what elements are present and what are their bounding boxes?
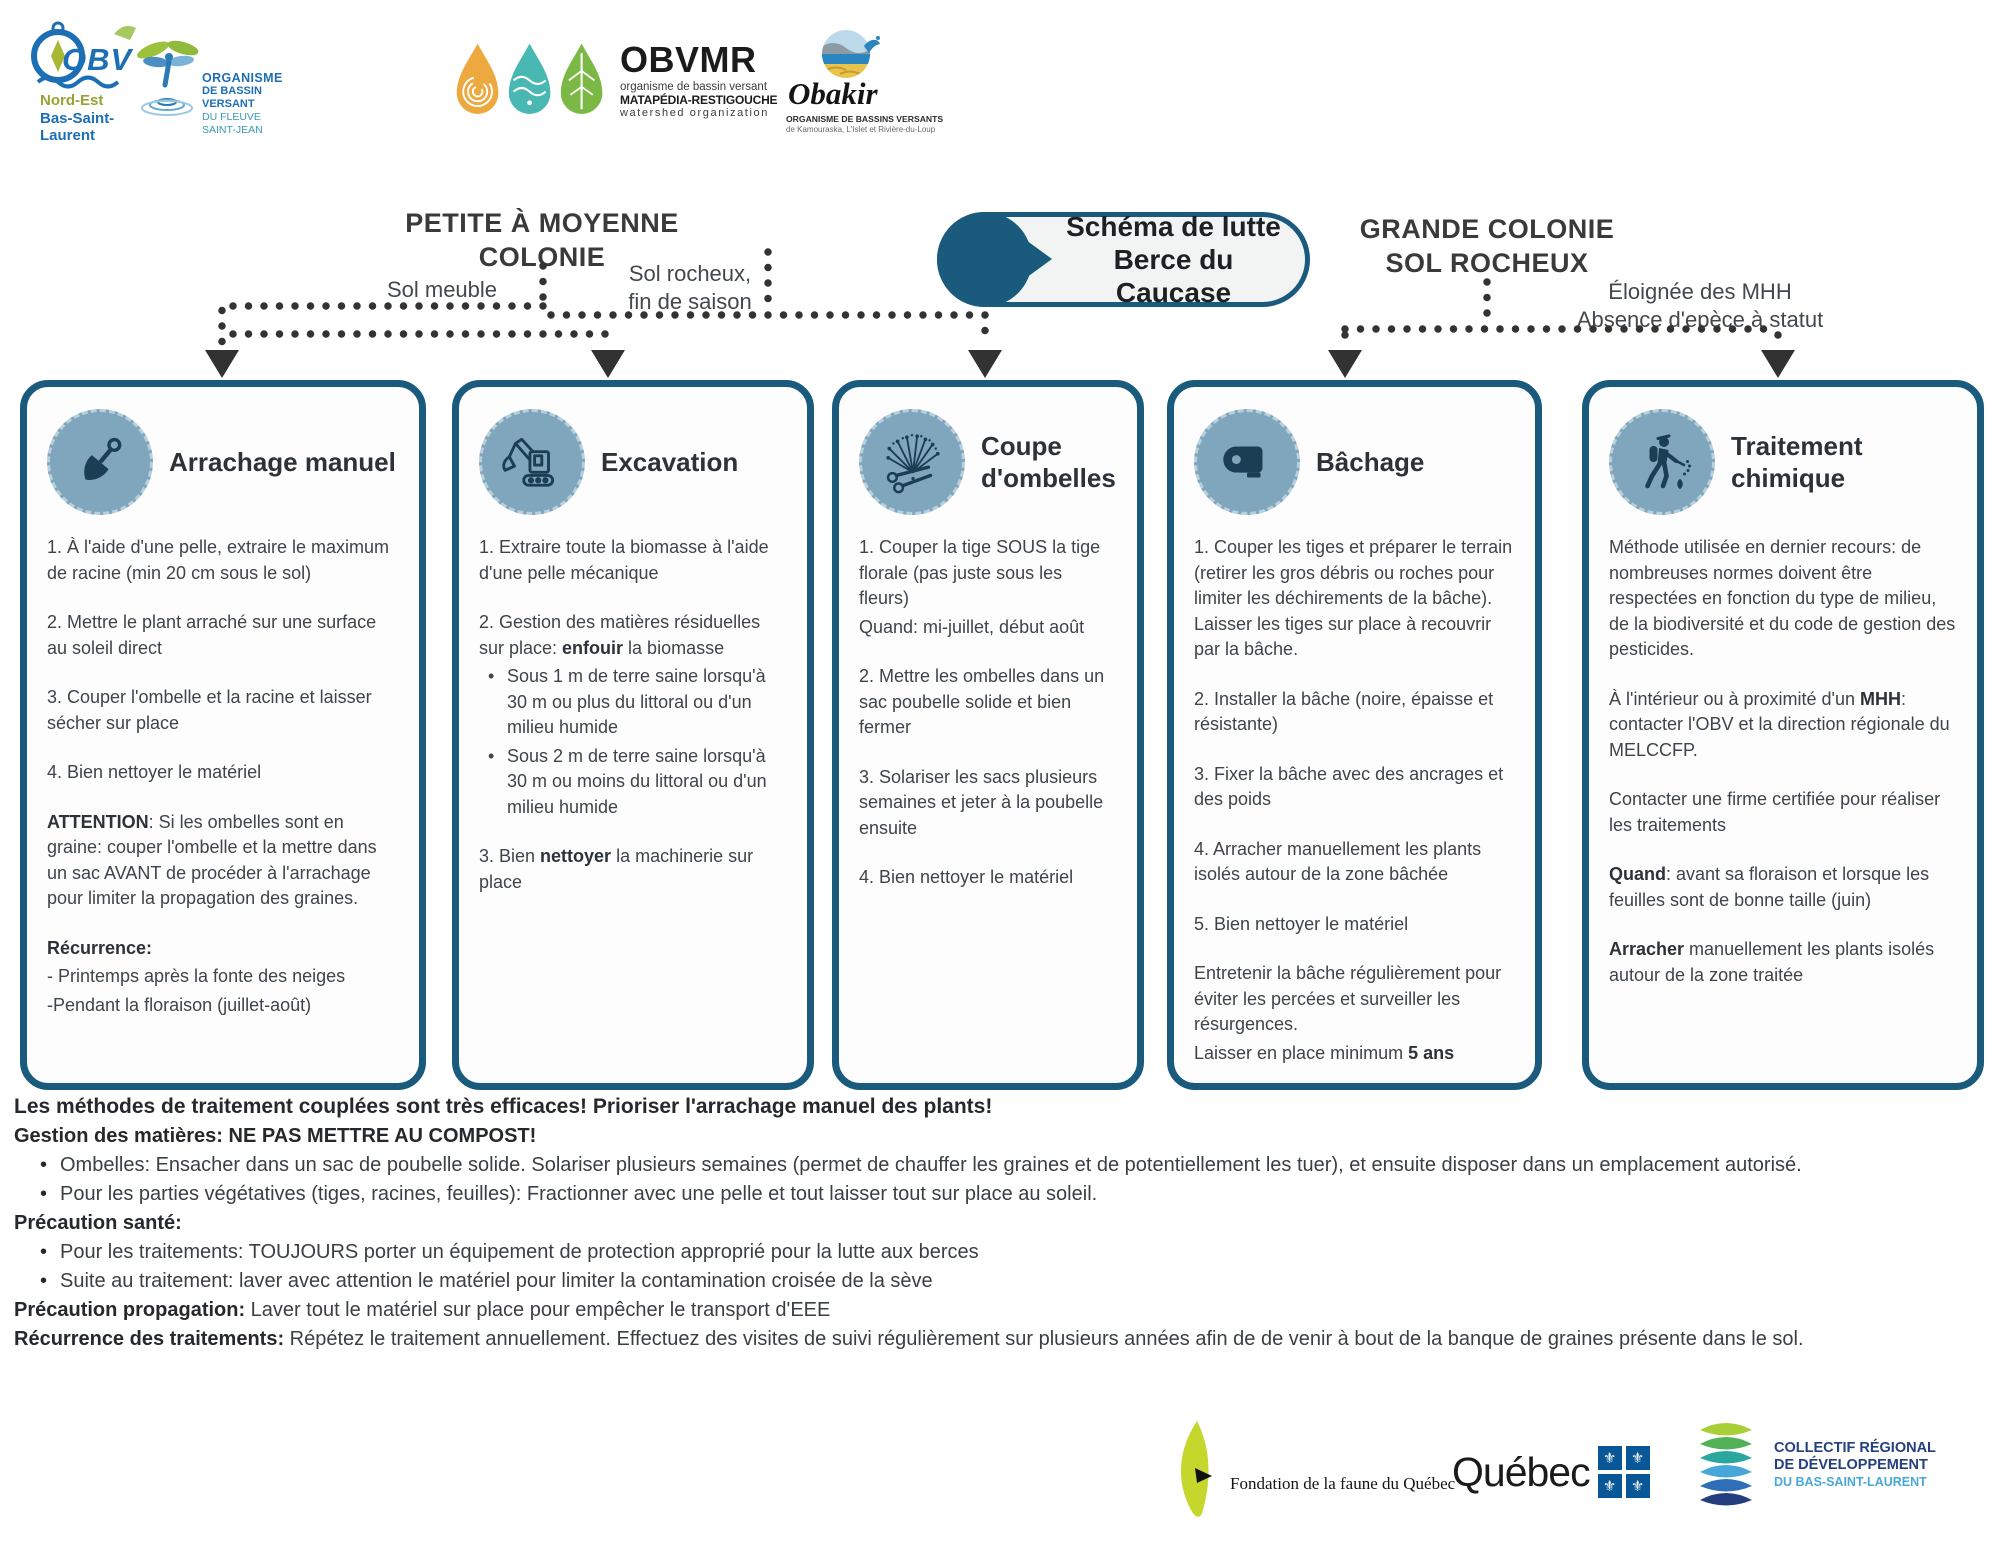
fsj-line2: DE BASSIN VERSANT <box>202 85 262 110</box>
obakir-line1: ORGANISME DE BASSINS VERSANTS <box>786 114 944 124</box>
crd-line3: DU BAS-SAINT-LAURENT <box>1774 1475 1927 1489</box>
tarp-roll-icon <box>1194 409 1300 515</box>
card-paragraph: Quand: avant sa floraison et lorsque les feuilles sont de bonne taille (juin) <box>1609 864 1930 910</box>
card-bullet-item: • Sous 2 m de terre saine lorsqu'à 30 m ou moins du littoral ou d'un milieu humide <box>479 744 787 821</box>
logo-obakir <box>786 28 944 134</box>
card-header <box>1194 401 1515 523</box>
card-paragraph: À l'intérieur ou à proximité d'un MHH: contacter l'OBV et la direction régionale du MELCCFP. <box>1609 688 1950 760</box>
logo-quebec <box>1452 1440 1682 1504</box>
card-coupe-ombelles <box>832 380 1144 1090</box>
fondation-leaf-icon <box>1168 1418 1226 1522</box>
card-paragraph: Quand: mi-juillet, début août <box>859 616 1085 637</box>
arrow-down-icon <box>1328 350 1362 378</box>
obakir-wordmark: Obakir <box>788 76 878 111</box>
dragonfly-icon <box>136 28 200 128</box>
obvmr-line1: organisme de bassin versant <box>620 81 768 93</box>
quebec-wordmark: Québec <box>1452 1448 1590 1495</box>
sprayer-icon <box>1609 409 1715 515</box>
label-sol-rocheux-line1: Sol rocheux, <box>628 261 752 286</box>
card-title: Traitement chimique <box>1731 431 1863 493</box>
fleur-de-lis-icon: ⚜ <box>1626 1474 1650 1498</box>
card-paragraph: Récurrence: <box>47 937 153 958</box>
card-paragraph: 1. Extraire toute la biomasse à l'aide d'une pelle mécanique <box>479 537 769 583</box>
card-title: Arrachage manuel <box>169 447 396 477</box>
arrow-down-icon <box>205 350 239 378</box>
card-paragraph: 4. Bien nettoyer le matériel <box>47 762 262 782</box>
title-bubble <box>937 212 1310 307</box>
card-paragraph: 4. Bien nettoyer le matériel <box>859 867 1074 887</box>
fleur-de-lis-icon: ⚜ <box>1598 1474 1622 1498</box>
page-title-line1: Schéma de lutte <box>1066 211 1281 242</box>
card-header <box>859 401 1117 523</box>
crd-line1: COLLECTIF RÉGIONAL <box>1774 1440 1936 1456</box>
card-traitement-chimique <box>1582 380 1984 1090</box>
card-paragraph: 1. Couper les tiges et préparer le terrain (retirer les gros débris ou roches pour limiter les déchirements de la bâche). Laisser les tiges sur place à recouvrir par la bâche. <box>1194 537 1513 659</box>
card-paragraph: 2. Gestion des matières résiduelles sur place: enfouir la biomasse <box>479 612 761 658</box>
branch-right-line2: SOL ROCHEUX <box>1385 248 1589 278</box>
obvmr-line3: watershed organization <box>620 107 769 119</box>
umbel-scissors-icon <box>859 409 965 515</box>
bubble-arrow-icon <box>1004 224 1052 294</box>
card-paragraph: Méthode utilisée en dernier recours: de nombreuses normes doivent être respectées en fonction du type de milieu, de la biodiversité et du code de gestion des pesticides. <box>1609 537 1956 659</box>
footer-bullet-item: • Pour les parties végétatives (tiges, racines, feuilles): Fractionner avec une pelle et tout laisser tout sur place au soleil. <box>14 1180 1990 1208</box>
card-title: Coupe d'ombelles <box>981 431 1116 493</box>
obv-region-line2: Bas-Saint-Laurent <box>40 110 115 144</box>
card-paragraph: 4. Arracher manuellement les plants isolés autour de la zone bâchée <box>1194 838 1482 884</box>
obakir-beach-icon <box>786 28 908 80</box>
footer-bullet-item: • Pour les traitements: TOUJOURS porter un équipement de protection approprié pour la lutte aux berces <box>14 1238 1990 1266</box>
branch-right-line1: GRANDE COLONIE <box>1359 214 1615 244</box>
obvmr-acronym: OBVMR <box>620 39 757 80</box>
card-excavation <box>452 380 814 1090</box>
card-paragraph: ATTENTION: Si les ombelles sont en graine: couper l'ombelle et la mettre dans un sac AVANT de procéder à l'arrachage pour limiter la propagation des graines. <box>47 811 377 908</box>
card-header <box>1609 401 1957 523</box>
logo-collectif-regional <box>1688 1414 1988 1524</box>
card-paragraph: 3. Couper l'ombelle et la racine et laisser sécher sur place <box>47 687 372 733</box>
card-paragraph: 3. Solariser les sacs plusieurs semaines et jeter à la poubelle ensuite <box>859 766 1104 838</box>
obakir-line2: de Kamouraska, L'Islet et Rivière-du-Loup <box>786 125 936 134</box>
card-body <box>1194 535 1515 1066</box>
footer-bullet-item: • Suite au traitement: laver avec attention le matériel pour limiter la contamination croisée de la sève <box>14 1267 1990 1295</box>
shovel-icon <box>47 409 153 515</box>
obvmr-line2: MATAPÉDIA-RESTIGOUCHE <box>620 93 778 107</box>
footer-line: Précaution santé: <box>14 1212 182 1234</box>
connector-sol-rocheux <box>551 315 985 344</box>
card-header <box>47 401 399 523</box>
crd-helix-icon <box>1688 1414 1764 1522</box>
card-paragraph: 1. À l'aide d'une pelle, extraire le maximum de racine (min 20 cm sous le sol) <box>47 537 390 583</box>
card-paragraph: 2. Mettre le plant arraché sur une surface au soleil direct <box>47 612 377 658</box>
crd-line2: DE DÉVELOPPEMENT <box>1774 1457 1928 1473</box>
footer-highlight-line: Les méthodes de traitement couplées sont très efficaces! Prioriser l'arrachage manuel des plants! <box>14 1095 993 1118</box>
card-paragraph: 1. Couper la tige SOUS la tige florale (pas juste sous les fleurs) <box>859 537 1101 608</box>
footer-line: Précaution propagation: Laver tout le matériel sur place pour empêcher le transport d'EEE <box>14 1299 831 1321</box>
card-paragraph: 3. Fixer la bâche avec des ancrages et des poids <box>1194 763 1504 809</box>
logo-fondation-faune-quebec <box>1168 1418 1458 1522</box>
arrow-down-icon <box>1761 350 1795 378</box>
logo-obv-fleuve-saint-jean <box>136 28 294 134</box>
card-header <box>479 401 787 523</box>
label-sol-rocheux <box>590 260 790 316</box>
label-sol-meuble: Sol meuble <box>386 277 498 302</box>
obvmr-drops-icon <box>452 40 612 126</box>
arrow-down-icon <box>591 350 625 378</box>
footer-line: Récurrence des traitements: Répétez le traitement annuellement. Effectuez des visites de suivi régulièrement sur plusieurs années afin de de venir à bout de la banque de graines présente dans le sol. <box>14 1328 1804 1350</box>
card-arrachage-manuel <box>20 380 426 1090</box>
fleur-de-lis-icon: ⚜ <box>1598 1446 1622 1470</box>
card-paragraph: -Pendant la floraison (juillet-août) <box>47 994 312 1015</box>
label-eloignee-line1: Éloignée des MHH <box>1608 279 1792 304</box>
fsj-text <box>202 72 294 137</box>
card-paragraph: Entretenir la bâche régulièrement pour éviter les percées et surveiller les résurgences. <box>1194 963 1502 1034</box>
quebec-flag-icon <box>1598 1446 1650 1498</box>
card-paragraph: 2. Installer la bâche (noire, épaisse et résistante) <box>1194 688 1494 734</box>
footer-line: Gestion des matières: NE PAS METTRE AU COMPOST! <box>14 1125 537 1147</box>
card-paragraph: Arracher manuellement les plants isolés autour de la zone traitée <box>1609 939 1935 985</box>
card-paragraph: Contacter une firme certifiée pour réaliser les traitements <box>1609 789 1941 835</box>
card-title: Bâchage <box>1316 447 1425 477</box>
page-title <box>1054 211 1293 308</box>
fleur-de-lis-icon: ⚜ <box>1626 1446 1650 1470</box>
card-paragraph: 3. Bien nettoyer la machinerie sur place <box>479 846 754 892</box>
card-body <box>859 535 1117 891</box>
excavator-icon <box>479 409 585 515</box>
card-body <box>479 535 787 895</box>
card-paragraph: 5. Bien nettoyer le matériel <box>1194 913 1409 934</box>
obv-wordmark: OBV <box>62 42 133 77</box>
connector-sol-meuble <box>222 306 543 344</box>
fondation-caption: Fondation de la faune du Québec <box>1230 1474 1456 1493</box>
label-eloignee-mhh <box>1530 278 1870 334</box>
card-paragraph: - Printemps après la fonte des neiges <box>47 966 346 986</box>
arrow-down-icon <box>968 350 1002 378</box>
fsj-line3: DU FLEUVE SAINT-JEAN <box>202 111 263 136</box>
card-paragraph: Laisser en place minimum 5 ans <box>1194 1042 1455 1063</box>
label-eloignee-line2: Absence d'epèce à statut <box>1576 307 1824 332</box>
obv-region-line1: Nord-Est <box>40 92 104 109</box>
card-body <box>1609 535 1957 988</box>
fsj-line1: ORGANISME <box>202 71 283 85</box>
card-body <box>47 535 399 1018</box>
card-bachage <box>1167 380 1542 1090</box>
logo-obvmr <box>452 39 778 132</box>
branch-left-line2: COLONIE <box>478 242 606 272</box>
footer-notes <box>14 1092 1990 1353</box>
page-title-line2: Berce du Caucase <box>1113 244 1234 308</box>
label-sol-rocheux-line2: fin de saison <box>628 289 752 314</box>
connector-excavation <box>233 334 608 346</box>
card-bullet-item: • Sous 1 m de terre saine lorsqu'à 30 m ou plus du littoral ou d'un milieu humide <box>479 664 787 741</box>
crd-text <box>1774 1440 1936 1491</box>
branch-heading-right <box>1277 212 1697 280</box>
branch-left-line1: PETITE À MOYENNE <box>405 208 679 238</box>
card-title: Excavation <box>601 447 739 477</box>
obvmr-text <box>620 39 778 119</box>
card-paragraph: 2. Mettre les ombelles dans un sac poubelle solide et bien fermer <box>859 666 1105 737</box>
footer-bullet-item: • Ombelles: Ensacher dans un sac de poubelle solide. Solariser plusieurs semaines (permet de chauffer les graines et de potentiellement les tuer), et ensuite disposer dans un emplacement autorisé. <box>14 1151 1990 1179</box>
